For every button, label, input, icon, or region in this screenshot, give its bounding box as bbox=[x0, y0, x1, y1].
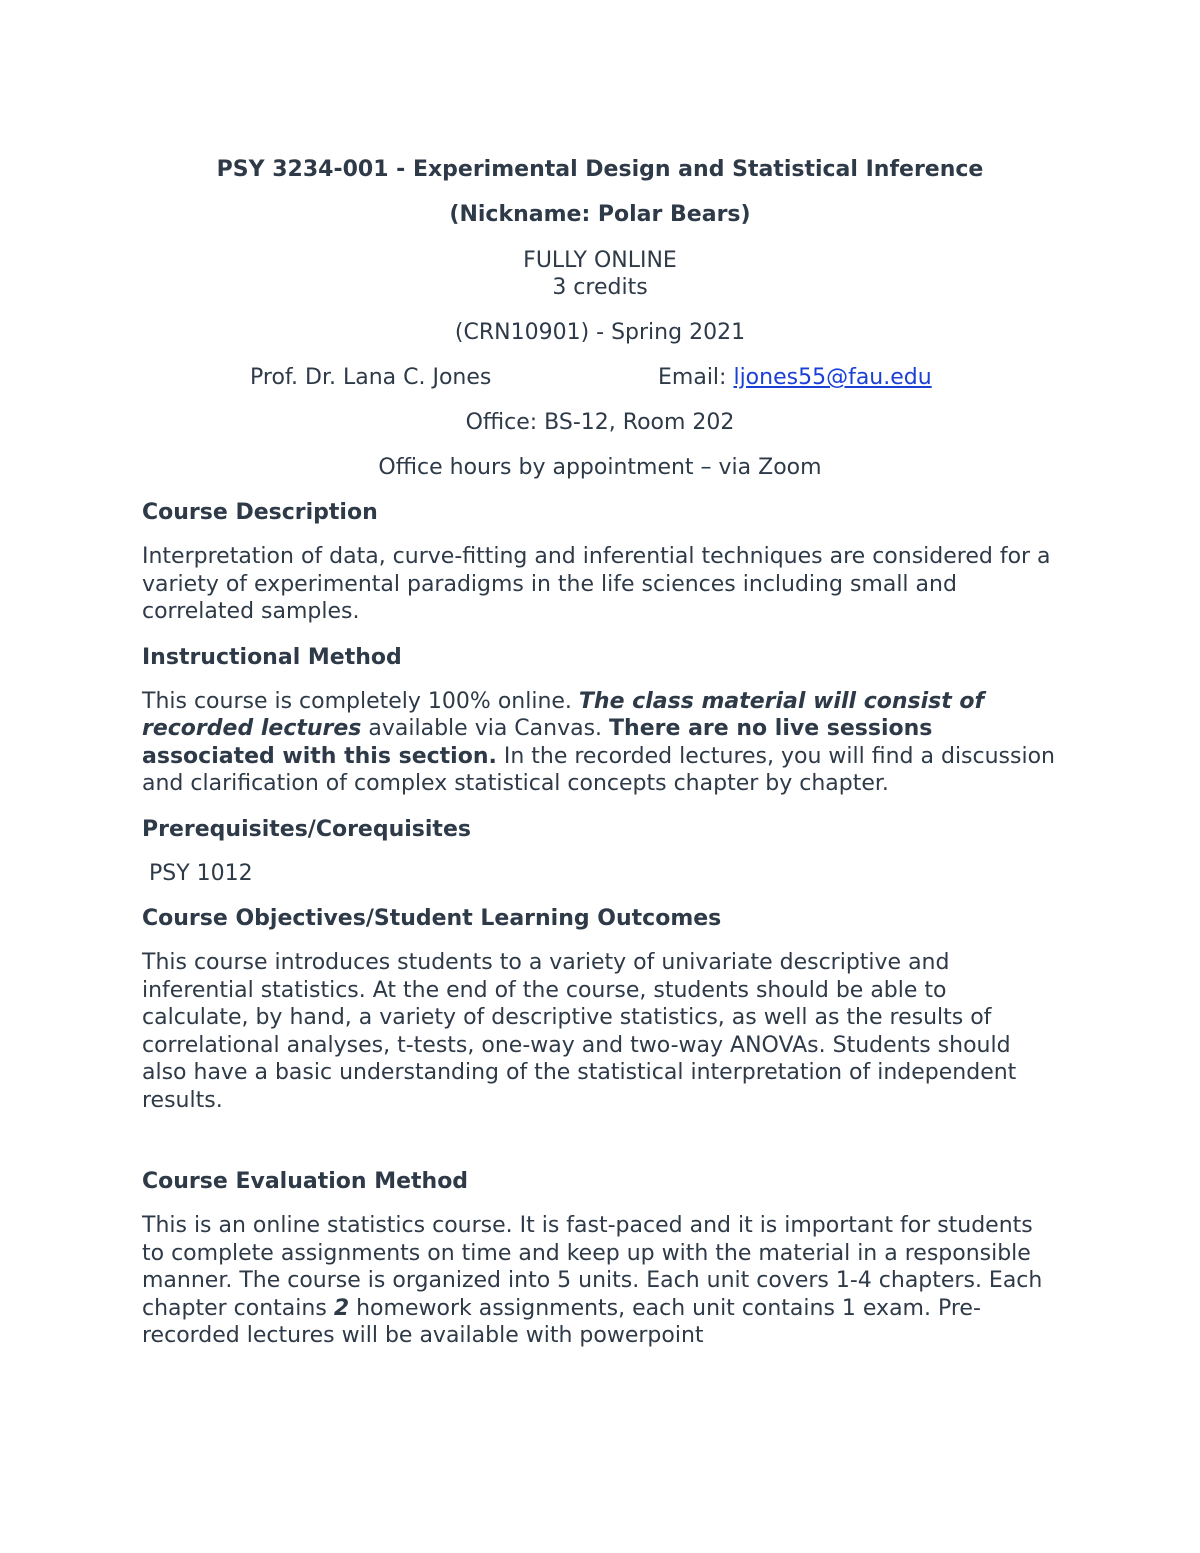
method-text-part1: This course is completely 100% online. bbox=[142, 688, 579, 714]
section-heading-method: Instructional Method bbox=[142, 644, 402, 670]
method-text-emphasis: The class material will consist of recorded lectures bbox=[142, 688, 985, 741]
method-text-bold: There are no live sessions associated with this section. bbox=[142, 716, 933, 769]
professor-name: Prof. Dr. Lana C. Jones bbox=[250, 365, 492, 390]
method-text-part5: In the recorded lectures, you will find a discussion and clarification of complex statistical concepts chapter by chapter. bbox=[142, 743, 1055, 796]
professor-row bbox=[142, 364, 1058, 391]
evaluation-text-emphasis: 2 bbox=[333, 1295, 350, 1321]
email-label: Email: bbox=[658, 365, 734, 390]
evaluation-text-part3: homework assignments, each unit contains 1 exam. Pre-recorded lectures will be available with powerpoint bbox=[142, 1295, 981, 1348]
section-heading-description: Course Description bbox=[142, 500, 378, 525]
section-heading-evaluation: Course Evaluation Method bbox=[142, 1169, 469, 1194]
office-location: Office: BS-12, Room 202 bbox=[465, 410, 735, 435]
course-credits: 3 credits bbox=[552, 275, 648, 300]
description-text: Interpretation of data, curve-fitting and inferential techniques are considered for a variety of experimental paradigms in the life sciences including small and correlated samples. bbox=[142, 544, 1051, 624]
syllabus-page bbox=[142, 156, 1058, 1350]
prereq-text: PSY 1012 bbox=[149, 860, 253, 886]
office-info bbox=[142, 409, 1058, 481]
evaluation-text-part1: This is an online statistics course. It is fast-paced and it is important for students to complete assignments on time and keep up with the material in a responsible manner. The course is organized into 5 units. Each unit covers 1-4 chapters. Each chapter contains bbox=[142, 1213, 1043, 1321]
section-heading-objectives: Course Objectives/Student Learning Outcomes bbox=[142, 906, 722, 931]
syllabus-header bbox=[142, 156, 1058, 346]
course-title: PSY 3234-001 - Experimental Design and Statistical Inference bbox=[216, 157, 984, 182]
email-link[interactable]: ljones55@fau.edu bbox=[733, 365, 932, 390]
course-format: FULLY ONLINE bbox=[523, 248, 677, 273]
course-format-block bbox=[142, 247, 1058, 301]
objectives-text: This course introduces students to a variety of univariate descriptive and inferential statistics. At the end of the course, students should be able to calculate, by hand, a variety of descriptive statistics, as well as the results of correlational analyses, t-tests, one-way and two-way ANOVAs. Students should also have a basic understanding of the statistical interpretation of independent results. bbox=[142, 950, 1017, 1113]
office-hours: Office hours by appointment – via Zoom bbox=[378, 455, 822, 480]
evaluation-text bbox=[142, 1212, 1058, 1350]
section-spacer bbox=[142, 1114, 1058, 1158]
course-crn-term: (CRN10901) - Spring 2021 bbox=[454, 320, 746, 345]
method-text-part3: available via Canvas. bbox=[361, 716, 610, 741]
section-heading-prereq: Prerequisites/Corequisites bbox=[142, 816, 471, 842]
method-text bbox=[142, 688, 1058, 798]
course-nickname: (Nickname: Polar Bears) bbox=[449, 202, 751, 227]
email-block bbox=[658, 364, 932, 391]
